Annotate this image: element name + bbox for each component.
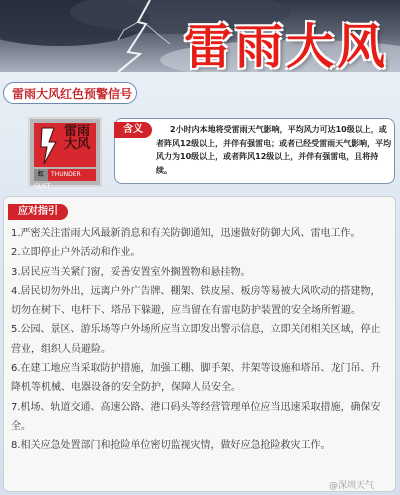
- guide-item: 7.机场、轨道交通、高速公路、港口码头等经营管理单位应当迅速采取措施，确保安全。: [11, 401, 381, 432]
- guide-item: 2.立即停止户外活动和作业。: [11, 247, 141, 259]
- signal-icon-chars: 雷雨大风: [64, 124, 91, 152]
- signal-icon-footer: [34, 169, 96, 190]
- guide-item: 1.严密关注雷雨大风最新消息和有关防御通知，迅速做好防御大风、雷电工作。: [11, 228, 361, 239]
- watermark: @深圳天气: [328, 481, 374, 491]
- guide-item: 3.居民应当关紧门窗，妥善安置室外搁置物和悬挂物。: [11, 266, 251, 278]
- lightning-bolt-icon: [38, 126, 60, 166]
- guide-item: 8.相关应急处置部门和抢险单位密切监视灾情，做好应急抢险救灾工作。: [11, 440, 331, 452]
- signal-name-label: 雷雨大风红色预警信号: [3, 82, 137, 104]
- signal-level-label: 红: [34, 169, 48, 181]
- page-title: 雷雨大风: [183, 19, 388, 72]
- header-banner: [0, 0, 400, 72]
- meaning-tag: 含义: [114, 122, 152, 138]
- guide-list: [11, 224, 389, 456]
- red-warning-signal-icon: [28, 117, 102, 190]
- guide-item: 5.公园、景区、游乐场等户外场所应当立即发出警示信息，立即关闭相关区域，停止营业，组织人员避险。: [11, 324, 381, 355]
- meaning-text: 2小时内本地将受雷雨天气影响，平均风力可达10级以上，或者阵风12级以上，并伴有强雷电；或者已经受雷雨天气影响，平均风力为10级以上，或者阵风12级以上，并伴有强雷电，且将持续。: [156, 125, 392, 175]
- signal-en-label: THUNDER GUST: [34, 171, 81, 190]
- guide-tag: 应对指引: [8, 204, 68, 220]
- guide-item: 4.居民切勿外出，远离户外广告牌、棚架、铁皮屋、板房等易被大风吹动的搭建物，切勿在树下、电杆下、塔吊下躲避，应当留在有雷电防护装置的安全场所暂避。: [11, 285, 381, 317]
- guide-item: 6.在建工地应当采取防护措施，加强工棚、脚手架、井架等设施和塔吊、龙门吊、升降机等机械、电器设备的安全防护，保障人员安全。: [11, 363, 381, 394]
